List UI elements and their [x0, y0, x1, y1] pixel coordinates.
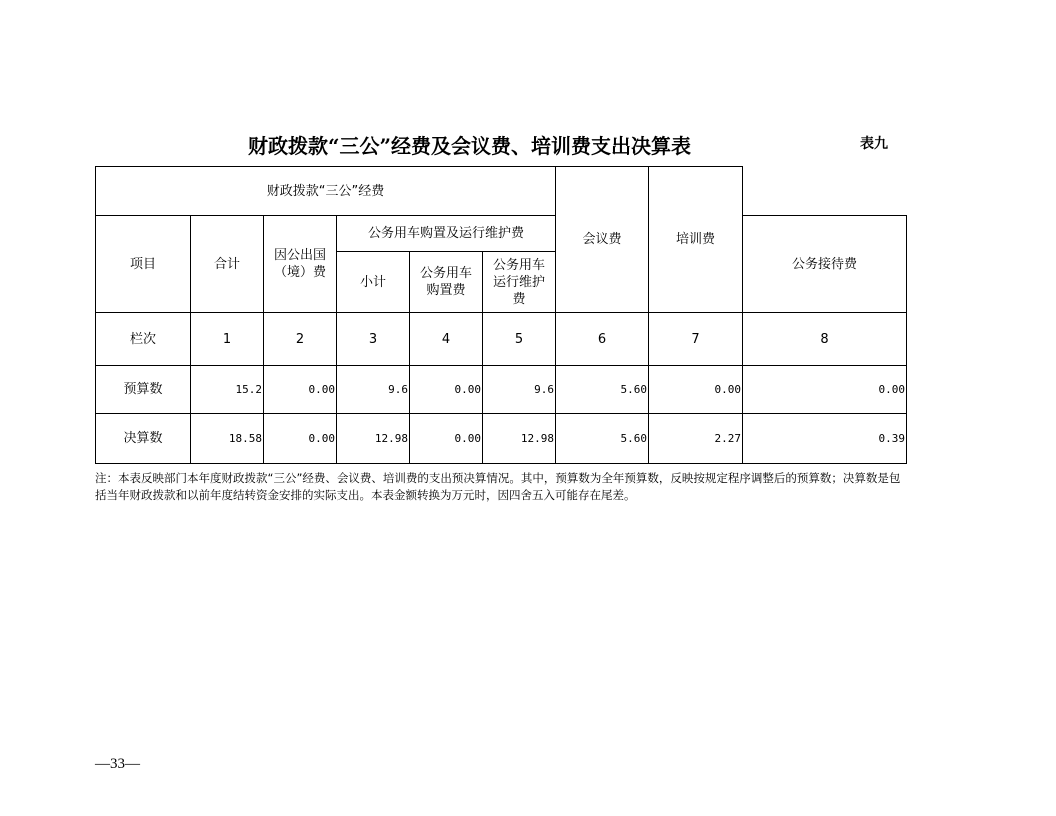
group-header-cell: 财政拨款“三公”经费: [96, 167, 556, 216]
value-cell: 9.6: [337, 366, 410, 414]
value-cell: 5.60: [556, 414, 649, 464]
header-vehicle-group: 公务用车购置及运行维护费: [337, 216, 556, 252]
header-vehicle-purchase: 公务用车购置费: [410, 252, 483, 313]
page-number: —33—: [95, 756, 140, 772]
value-cell: 0.00: [410, 366, 483, 414]
table-row: [96, 313, 907, 366]
index-cell: 8: [743, 313, 907, 366]
value-cell: 0.00: [743, 366, 907, 414]
index-cell: 6: [556, 313, 649, 366]
table-row: [96, 414, 907, 464]
value-cell: 12.98: [483, 414, 556, 464]
value-cell: 18.58: [191, 414, 264, 464]
index-cell: 2: [264, 313, 337, 366]
header-item: 项目: [96, 216, 191, 313]
value-cell: 0.00: [264, 366, 337, 414]
expenditure-table: [95, 166, 907, 464]
index-cell: 1: [191, 313, 264, 366]
table-row: [96, 366, 907, 414]
value-cell: 9.6: [483, 366, 556, 414]
index-cell: 7: [649, 313, 743, 366]
header-meeting: 会议费: [556, 167, 649, 313]
value-cell: 0.00: [264, 414, 337, 464]
value-cell: 15.2: [191, 366, 264, 414]
value-cell: 5.60: [556, 366, 649, 414]
header-vehicle-subtotal: 小计: [337, 252, 410, 313]
table-number: 表九: [860, 136, 888, 152]
row-label: 预算数: [96, 366, 191, 414]
table-note: 注：本表反映部门本年度财政拨款“三公”经费、会议费、培训费的支出预决算情况。其中，预算数为全年预算数，反映按规定程序调整后的预算数；决算数是包括当年财政拨款和以前年度结转资金安排的实际支出。本表金额转换为万元时，因四舍五入可能存在尾差。: [95, 471, 901, 502]
row-label: 决算数: [96, 414, 191, 464]
header-abroad: 因公出国（境）费: [264, 216, 337, 313]
index-cell: 3: [337, 313, 410, 366]
value-cell: 0.00: [410, 414, 483, 464]
value-cell: 0.00: [649, 366, 743, 414]
value-cell: 12.98: [337, 414, 410, 464]
value-cell: 2.27: [649, 414, 743, 464]
header-vehicle-operation: 公务用车运行维护费: [483, 252, 556, 313]
value-cell: 0.39: [743, 414, 907, 464]
header-reception-cell: 公务接待费: [743, 216, 907, 313]
index-cell: 5: [483, 313, 556, 366]
index-cell: 4: [410, 313, 483, 366]
header-total: 合计: [191, 216, 264, 313]
page-title: 财政拨款“三公”经费及会议费、培训费支出决算表: [248, 134, 692, 158]
row-label: 栏次: [96, 313, 191, 366]
header-training: 培训费: [649, 167, 743, 313]
